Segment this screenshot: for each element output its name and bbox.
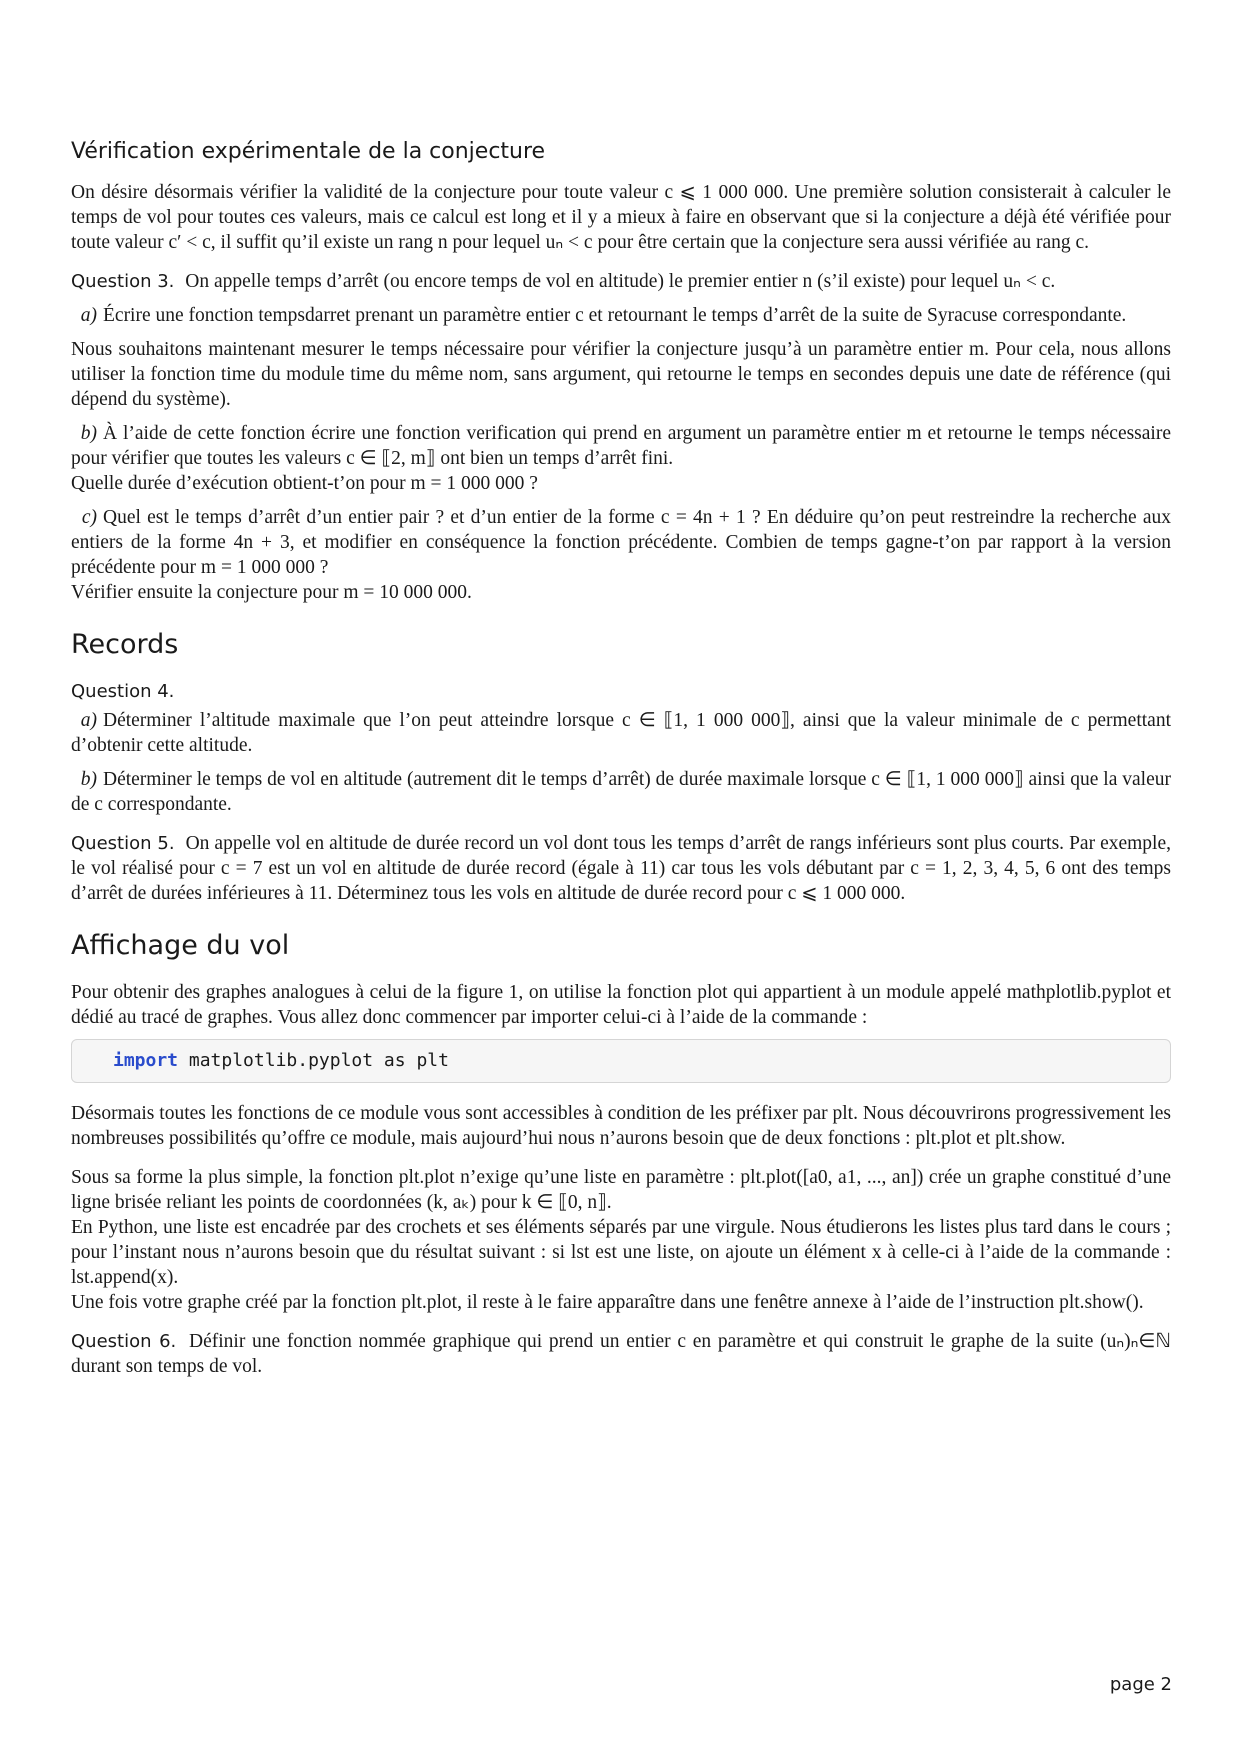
- question-4b-index: b): [80, 769, 97, 790]
- question-3c-text: Quel est le temps d’arrêt d’un entier pair ? et d’un entier de la forme c = 4n + 1 ? En déduire qu’on peut restreindre la recherche aux entiers de la forme 4n + 3, et modifier en conséquence la fonction précédente. Combien de temps gagne-t’on par rapport à la version précédente pour m = 1 000 000 ?: [71, 507, 1171, 578]
- question-3b-followup: Quelle durée d’exécution obtient-t’on pour m = 1 000 000 ?: [71, 473, 538, 494]
- section-title-verification: Vérification expérimentale de la conjecture: [71, 139, 546, 164]
- section-title-records: Records: [71, 629, 179, 660]
- question-3-context: Nous souhaitons maintenant mesurer le temps nécessaire pour vérifier la conjecture jusqu’à un paramètre entier m. Pour cela, nous allons utiliser la fonction time du module time du même nom, sans argument, qui retourne le temps en secondes depuis une date de référence (qui dépend du système).: [71, 339, 1171, 410]
- question-3c: [71, 505, 1171, 580]
- question-3a-index: a): [80, 305, 97, 326]
- question-4-label: Question 4.: [71, 681, 175, 702]
- code-block: [71, 1039, 1171, 1083]
- section-title-affichage: Affichage du vol: [71, 930, 290, 961]
- page-number: page 2: [1109, 1674, 1172, 1695]
- question-3a-text: Écrire une fonction tempsdarret prenant un paramètre entier c et retournant le temps d’arrêt de la suite de Syracuse correspondante.: [103, 305, 1127, 326]
- question-3a: [71, 303, 1171, 328]
- question-6-text: Définir une fonction nommée graphique qui prend un entier c en paramètre et qui construit le graphe de la suite (uₙ)ₙ∈ℕ durant son temps de vol.: [71, 1331, 1171, 1377]
- question-3b-index: b): [80, 423, 97, 444]
- question-4b: [71, 767, 1171, 817]
- question-5-label: Question 5.: [71, 833, 175, 854]
- affichage-paragraph-3: Sous sa forme la plus simple, la fonction plt.plot n’exige qu’une liste en paramètre : plt.plot([a0, a1, ..., an]) crée un graphe constitué d’une ligne brisée reliant les points de coordonnées (k, aₖ) pour k ∈ ⟦0, n⟧.: [71, 1167, 1171, 1213]
- question-3b: [71, 421, 1171, 471]
- code-text: matplotlib.pyplot as plt: [178, 1050, 449, 1071]
- question-6-label: Question 6.: [71, 1331, 177, 1352]
- question-4a-index: a): [80, 710, 97, 731]
- verification-intro: On désire désormais vérifier la validité de la conjecture pour toute valeur c ⩽ 1 000 000. Une première solution consisterait à calculer le temps de vol pour toutes ces valeurs, mais ce calcul est long et il y a mieux à faire en observant que si la conjecture a déjà été vérifiée pour toute valeur c′ < c, il suffit qu’il existe un rang n pour lequel uₙ < c pour être certain que la conjecture sera aussi vérifiée au rang c.: [71, 182, 1171, 253]
- question-3-label: Question 3.: [71, 271, 175, 292]
- affichage-paragraph-2: Désormais toutes les fonctions de ce module vous sont accessibles à condition de les préfixer par plt. Nous découvrirons progressivement les nombreuses possibilités qu’offre ce module, mais aujourd’hui nous n’aurons besoin que de deux fonctions : plt.plot et plt.show.: [71, 1103, 1171, 1149]
- question-4b-text: Déterminer le temps de vol en altitude (autrement dit le temps d’arrêt) de durée maximale lorsque c ∈ ⟦1, 1 000 000⟧ ainsi que la valeur de c correspondante.: [71, 769, 1171, 815]
- code-keyword: import: [113, 1050, 179, 1071]
- affichage-intro: Pour obtenir des graphes analogues à celui de la figure 1, on utilise la fonction plot qui appartient à un module appelé mathplotlib.pyplot et dédié au tracé de graphes. Vous allez donc commencer par importer celui-ci à l’aide de la commande :: [71, 982, 1171, 1028]
- question-3: [71, 269, 1171, 294]
- question-5: [71, 831, 1171, 906]
- question-3-text: On appelle temps d’arrêt (ou encore temps de vol en altitude) le premier entier n (s’il existe) pour lequel uₙ < c.: [185, 271, 1056, 292]
- affichage-paragraph-5: Une fois votre graphe créé par la fonction plt.plot, il reste à le faire apparaître dans une fenêtre annexe à l’aide de l’instruction plt.show().: [71, 1292, 1144, 1313]
- question-4a: [71, 708, 1171, 758]
- question-3c-index: c): [81, 507, 97, 528]
- affichage-paragraph-4: En Python, une liste est encadrée par des crochets et ses éléments séparés par une virgule. Nous étudierons les listes plus tard dans le cours ; pour l’instant nous n’aurons besoin que du résultat suivant : si lst est une liste, on ajoute un élément x à celle-ci à l’aide de la commande : lst.append(x).: [71, 1217, 1171, 1288]
- question-3c-followup: Vérifier ensuite la conjecture pour m = 10 000 000.: [71, 582, 472, 603]
- question-4a-text: Déterminer l’altitude maximale que l’on peut atteindre lorsque c ∈ ⟦1, 1 000 000⟧, ainsi que la valeur minimale de c permettant d’obtenir cette altitude.: [71, 710, 1171, 756]
- question-5-text: On appelle vol en altitude de durée record un vol dont tous les temps d’arrêt de rangs inférieurs sont plus courts. Par exemple, le vol réalisé pour c = 7 est un vol en altitude de durée record (égale à 11) car tous les vols débutant par c = 1, 2, 3, 4, 5, 6 ont des temps d’arrêt de durées inférieures à 11. Déterminez tous les vols en altitude de durée record pour c ⩽ 1 000 000.: [71, 833, 1172, 904]
- question-3b-text: À l’aide de cette fonction écrire une fonction verification qui prend en argument un paramètre entier m et retourne le temps nécessaire pour vérifier que toutes les valeurs c ∈ ⟦2, m⟧ ont bien un temps d’arrêt fini.: [71, 423, 1171, 469]
- page-content: [71, 138, 1171, 1379]
- question-6: [71, 1329, 1171, 1379]
